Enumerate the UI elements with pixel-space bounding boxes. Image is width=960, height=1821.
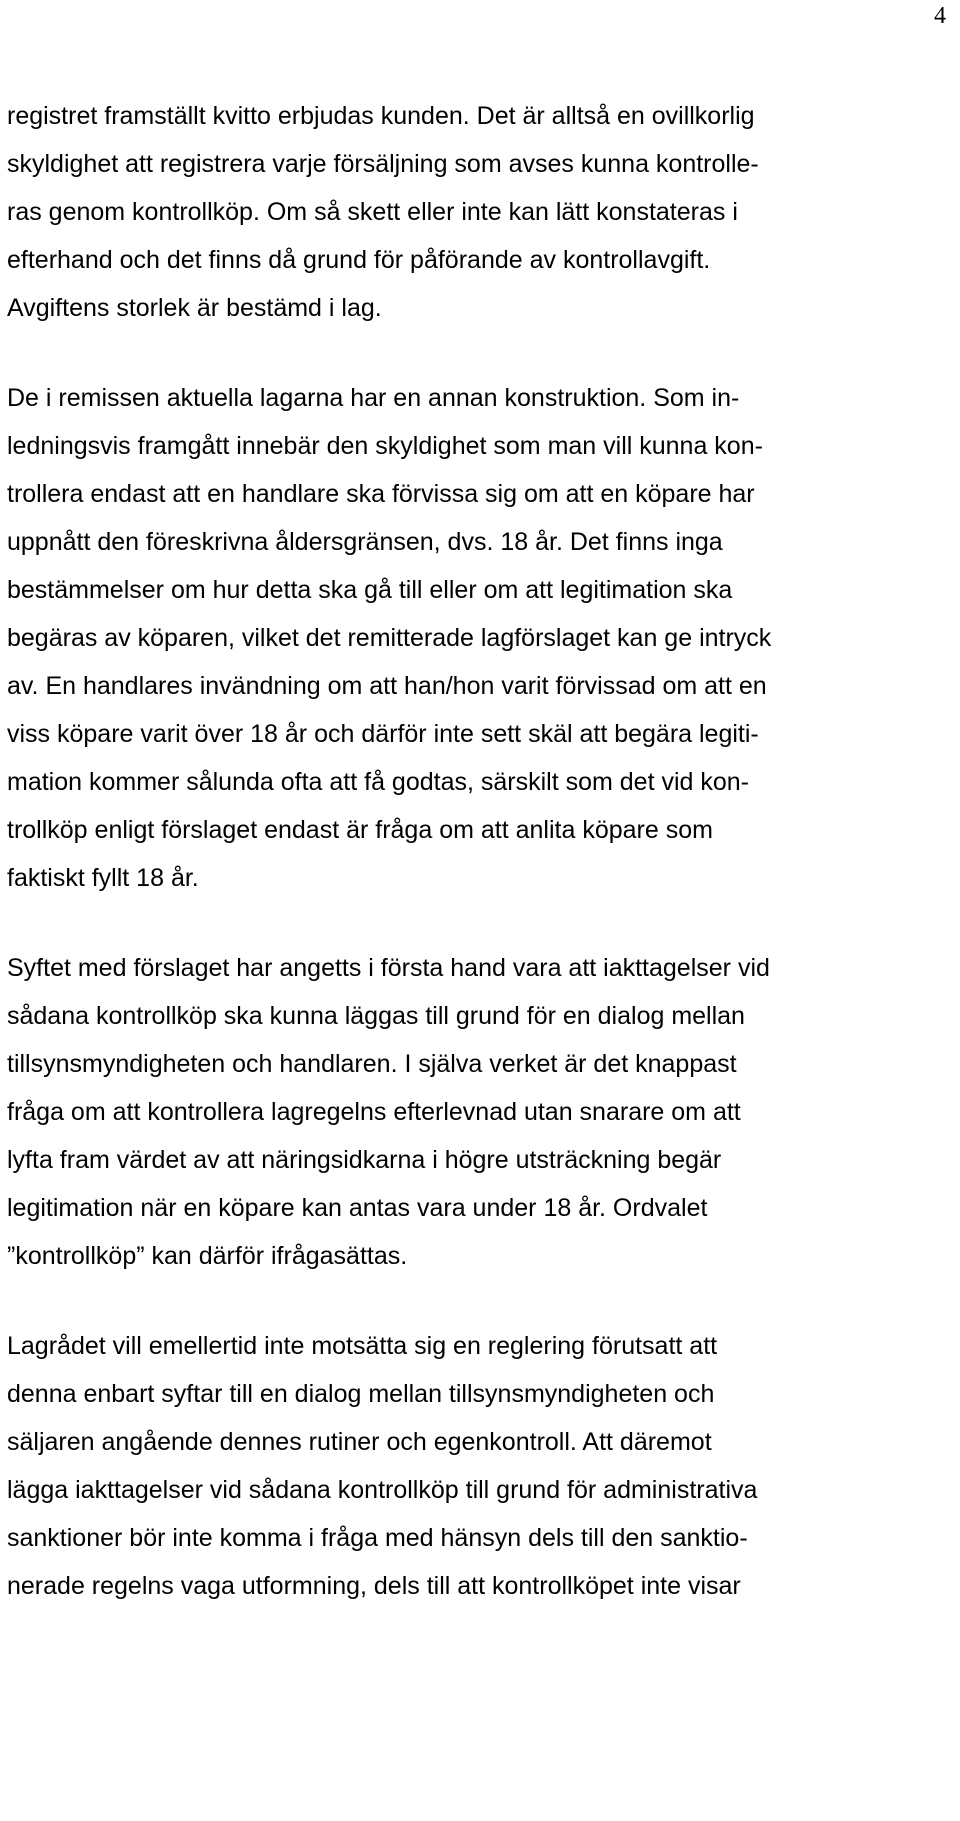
text-line: trollköp enligt förslaget endast är fråga om att anlita köpare som (7, 816, 713, 844)
text-line: lyfta fram värdet av att näringsidkarna i högre utsträckning begär (7, 1146, 722, 1174)
text-line: ”kontrollköp” kan därför ifrågasättas. (7, 1242, 408, 1270)
text-line: legitimation när en köpare kan antas vara under 18 år. Ordvalet (7, 1194, 708, 1222)
text-line: denna enbart syftar till en dialog mellan tillsynsmyndigheten och (7, 1380, 715, 1408)
text-line: fråga om att kontrollera lagregelns efterlevnad utan snarare om att (7, 1098, 741, 1126)
text-line: lägga iakttagelser vid sådana kontrollköp till grund för administrativa (7, 1476, 758, 1504)
text-line: uppnått den föreskrivna åldersgränsen, dvs. 18 år. Det finns inga (7, 528, 723, 556)
text-line: skyldighet att registrera varje försäljning som avses kunna kontrolle- (7, 150, 759, 178)
text-line: sanktioner bör inte komma i fråga med hänsyn dels till den sanktio- (7, 1524, 748, 1552)
text-line: bestämmelser om hur detta ska gå till eller om att legitimation ska (7, 576, 733, 604)
text-line: ras genom kontrollköp. Om så skett eller inte kan lätt konstateras i (7, 198, 738, 226)
text-line: Avgiftens storlek är bestämd i lag. (7, 294, 382, 322)
text-line: ledningsvis framgått innebär den skyldighet som man vill kunna kon- (7, 432, 763, 460)
page-number: 4 (934, 3, 946, 29)
text-line: trollera endast att en handlare ska förvissa sig om att en köpare har (7, 480, 755, 508)
text-line: sådana kontrollköp ska kunna läggas till grund för en dialog mellan (7, 1002, 745, 1030)
text-line: De i remissen aktuella lagarna har en annan konstruktion. Som in- (7, 384, 740, 412)
text-line: begäras av köparen, vilket det remitterade lagförslaget kan ge intryck (7, 624, 772, 652)
text-line: av. En handlares invändning om att han/hon varit förvissad om att en (7, 672, 767, 700)
text-line: registret framställt kvitto erbjudas kunden. Det är alltså en ovillkorlig (7, 102, 755, 130)
text-line: faktiskt fyllt 18 år. (7, 864, 199, 892)
text-line: tillsynsmyndigheten och handlaren. I själva verket är det knappast (7, 1050, 737, 1078)
text-line: Lagrådet vill emellertid inte motsätta sig en reglering förutsatt att (7, 1332, 718, 1360)
text-line: Syftet med förslaget har angetts i första hand vara att iakttagelser vid (7, 954, 770, 982)
text-line: viss köpare varit över 18 år och därför inte sett skäl att begära legiti- (7, 720, 759, 748)
text-line: mation kommer sålunda ofta att få godtas, särskilt som det vid kon- (7, 768, 750, 796)
text-line: nerade regelns vaga utformning, dels till att kontrollköpet inte visar (7, 1572, 741, 1600)
text-line: säljaren angående dennes rutiner och egenkontroll. Att däremot (7, 1428, 712, 1456)
text-line: efterhand och det finns då grund för påförande av kontrollavgift. (7, 246, 711, 274)
